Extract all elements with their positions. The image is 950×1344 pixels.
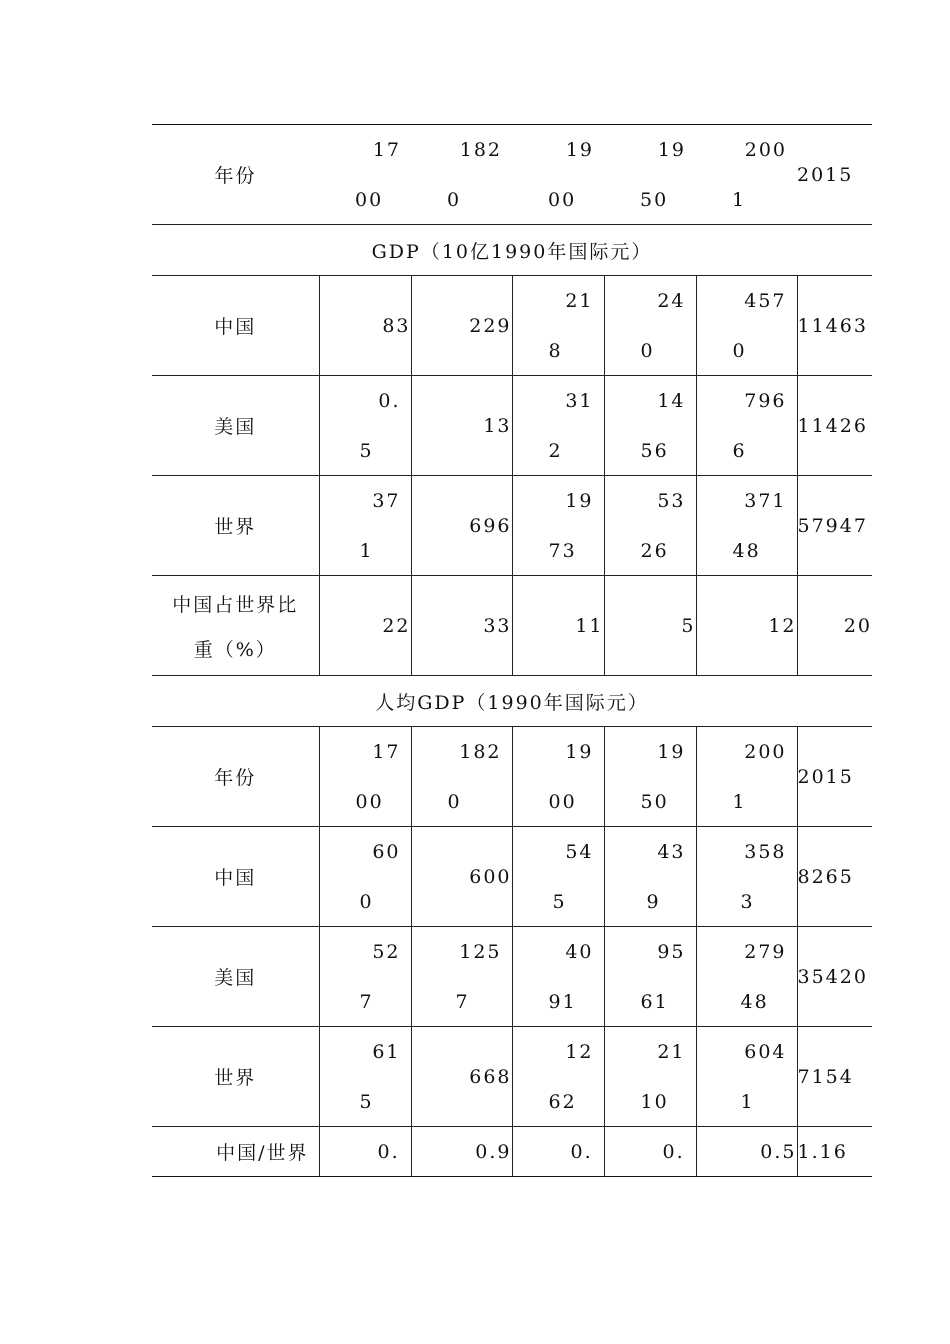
section-title-row — [152, 676, 872, 727]
value-cell: 8265 — [797, 827, 872, 927]
value-cell: 0.9 — [411, 1127, 512, 1177]
table-row — [152, 1027, 872, 1127]
year-cell: 2015 — [797, 125, 872, 225]
row-label: 年份 — [152, 727, 319, 827]
row-label: 美国 — [152, 376, 319, 476]
value-cell: 11426 — [797, 376, 872, 476]
value-cell: 35420 — [797, 927, 872, 1027]
value-cell: 19 73 — [512, 476, 604, 576]
value-cell: 371 48 — [696, 476, 797, 576]
value-cell: 60 0 — [319, 827, 411, 927]
value-cell: 125 7 — [411, 927, 512, 1027]
year-cell: 200 1 — [696, 727, 797, 827]
value-cell: 95 61 — [604, 927, 696, 1027]
value-cell: 604 1 — [696, 1027, 797, 1127]
value-cell: 600 — [411, 827, 512, 927]
section-title: 人均GDP（1990年国际元） — [152, 676, 872, 727]
gdp-comparison-table — [152, 124, 872, 1177]
value-cell: 61 5 — [319, 1027, 411, 1127]
table-row — [152, 476, 872, 576]
section-title: GDP（10亿1990年国际元） — [152, 225, 872, 276]
value-cell: 1.16 — [797, 1127, 872, 1177]
row-label: 中国/世界 — [152, 1127, 319, 1177]
value-cell: 279 48 — [696, 927, 797, 1027]
value-cell: 31 2 — [512, 376, 604, 476]
row-label: 世界 — [152, 476, 319, 576]
value-cell: 0. — [604, 1127, 696, 1177]
year-cell: 200 1 — [696, 125, 797, 225]
value-cell: 37 1 — [319, 476, 411, 576]
value-cell: 0.5 — [696, 1127, 797, 1177]
value-cell: 11463 — [797, 276, 872, 376]
row-label: 中国 — [152, 827, 319, 927]
value-cell: 57947 — [797, 476, 872, 576]
value-cell: 33 — [411, 576, 512, 676]
year-cell: 19 50 — [604, 727, 696, 827]
value-cell: 11 — [512, 576, 604, 676]
value-cell: 54 5 — [512, 827, 604, 927]
value-cell: 52 7 — [319, 927, 411, 1027]
value-cell: 7154 — [797, 1027, 872, 1127]
value-cell: 229 — [411, 276, 512, 376]
table-row — [152, 827, 872, 927]
value-cell: 40 91 — [512, 927, 604, 1027]
table-row — [152, 1127, 872, 1177]
value-cell: 13 — [411, 376, 512, 476]
row-label: 中国占世界比 重（%） — [152, 576, 319, 676]
table-row — [152, 376, 872, 476]
value-cell: 22 — [319, 576, 411, 676]
value-cell: 457 0 — [696, 276, 797, 376]
value-cell: 358 3 — [696, 827, 797, 927]
row-label: 美国 — [152, 927, 319, 1027]
year-cell: 17 00 — [319, 727, 411, 827]
value-cell: 43 9 — [604, 827, 696, 927]
value-cell: 0. — [512, 1127, 604, 1177]
value-cell: 14 56 — [604, 376, 696, 476]
value-cell: 12 — [696, 576, 797, 676]
value-cell: 0. — [319, 1127, 411, 1177]
year-cell: 182 0 — [411, 727, 512, 827]
value-cell: 796 6 — [696, 376, 797, 476]
value-cell: 12 62 — [512, 1027, 604, 1127]
year-cell: 17 00 — [319, 125, 411, 225]
year-cell: 182 0 — [411, 125, 512, 225]
row-label: 中国 — [152, 276, 319, 376]
value-cell: 53 26 — [604, 476, 696, 576]
value-cell: 20 — [797, 576, 872, 676]
table-row — [152, 927, 872, 1027]
value-cell: 21 10 — [604, 1027, 696, 1127]
value-cell: 21 8 — [512, 276, 604, 376]
year-header-row — [152, 727, 872, 827]
section-title-row — [152, 225, 872, 276]
year-cell: 19 50 — [604, 125, 696, 225]
value-cell: 668 — [411, 1027, 512, 1127]
table-row — [152, 276, 872, 376]
year-cell: 2015 — [797, 727, 872, 827]
value-cell: 696 — [411, 476, 512, 576]
row-label: 世界 — [152, 1027, 319, 1127]
table-row — [152, 576, 872, 676]
row-label: 年份 — [152, 125, 319, 225]
value-cell: 0. 5 — [319, 376, 411, 476]
year-header-row — [152, 125, 872, 225]
value-cell: 83 — [319, 276, 411, 376]
year-cell: 19 00 — [512, 125, 604, 225]
value-cell: 5 — [604, 576, 696, 676]
value-cell: 24 0 — [604, 276, 696, 376]
year-cell: 19 00 — [512, 727, 604, 827]
